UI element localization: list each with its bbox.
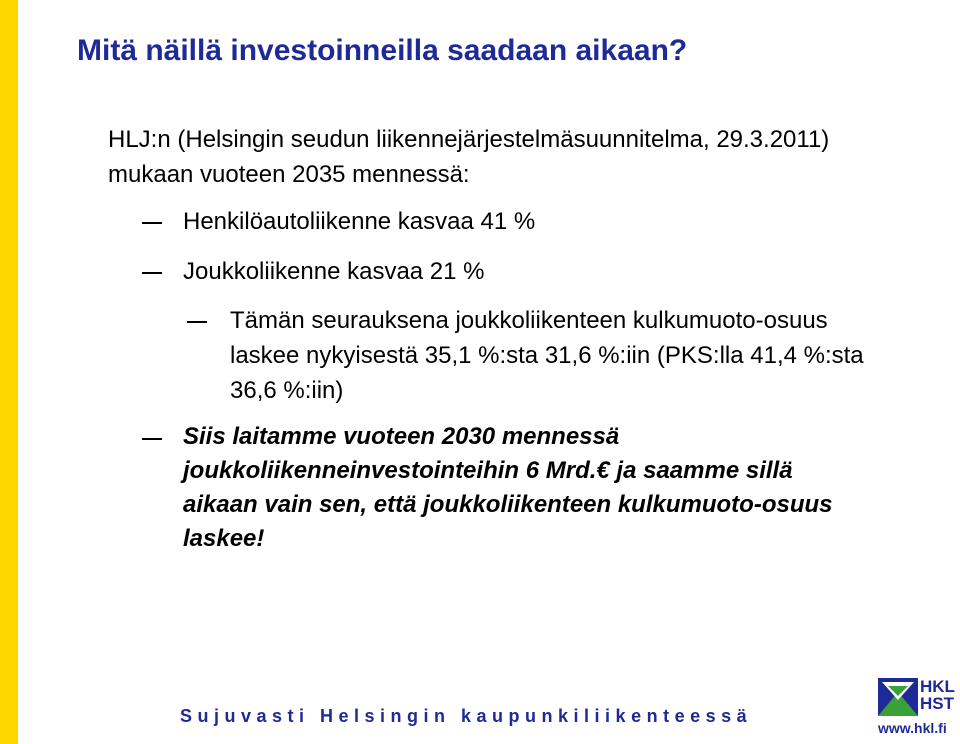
slide-title: Mitä näillä investoinneilla saadaan aikaan? [77, 34, 688, 67]
bullet-conclusion: Siis laitamme vuoteen 2030 mennessä joukkoliikenneinvestointeihin 6 Mrd.€ ja saamme sillä aikaan vain sen, että joukkoliikenteen kulkumuoto-osuus laskee! [183, 423, 833, 552]
hkl-logo [872, 674, 960, 744]
dash-bullet-marker [187, 321, 207, 323]
logo-url: www.hkl.fi [878, 720, 947, 736]
bullet-modal-share: Tämän seurauksena joukkoliikenteen kulkumuoto-osuus laskee nykyisestä 35,1 %:sta 31,6 %:iin (PKS:lla 41,4 %:sta 36,6 %:iin) [230, 307, 864, 404]
logo-text-hkl: HKL [920, 677, 955, 696]
bullet-car-traffic: Henkilöautoliikenne kasvaa 41 % [183, 208, 536, 235]
bullet-public-transport: Joukkoliikenne kasvaa 21 % [183, 258, 485, 285]
dash-bullet-marker [142, 222, 162, 224]
intro-paragraph: HLJ:n (Helsingin seudun liikennejärjestelmäsuunnitelma, 29.3.2011) mukaan vuoteen 2035 mennessä: [108, 126, 830, 188]
logo-text-hst: HST [920, 694, 954, 713]
footer-tagline: Sujuvasti Helsingin kaupunkiliikenteessä [180, 706, 753, 726]
dash-bullet-marker [142, 438, 162, 440]
dash-bullet-marker [142, 272, 162, 274]
accent-bar [0, 0, 18, 744]
hkl-logo-icon [878, 678, 918, 716]
